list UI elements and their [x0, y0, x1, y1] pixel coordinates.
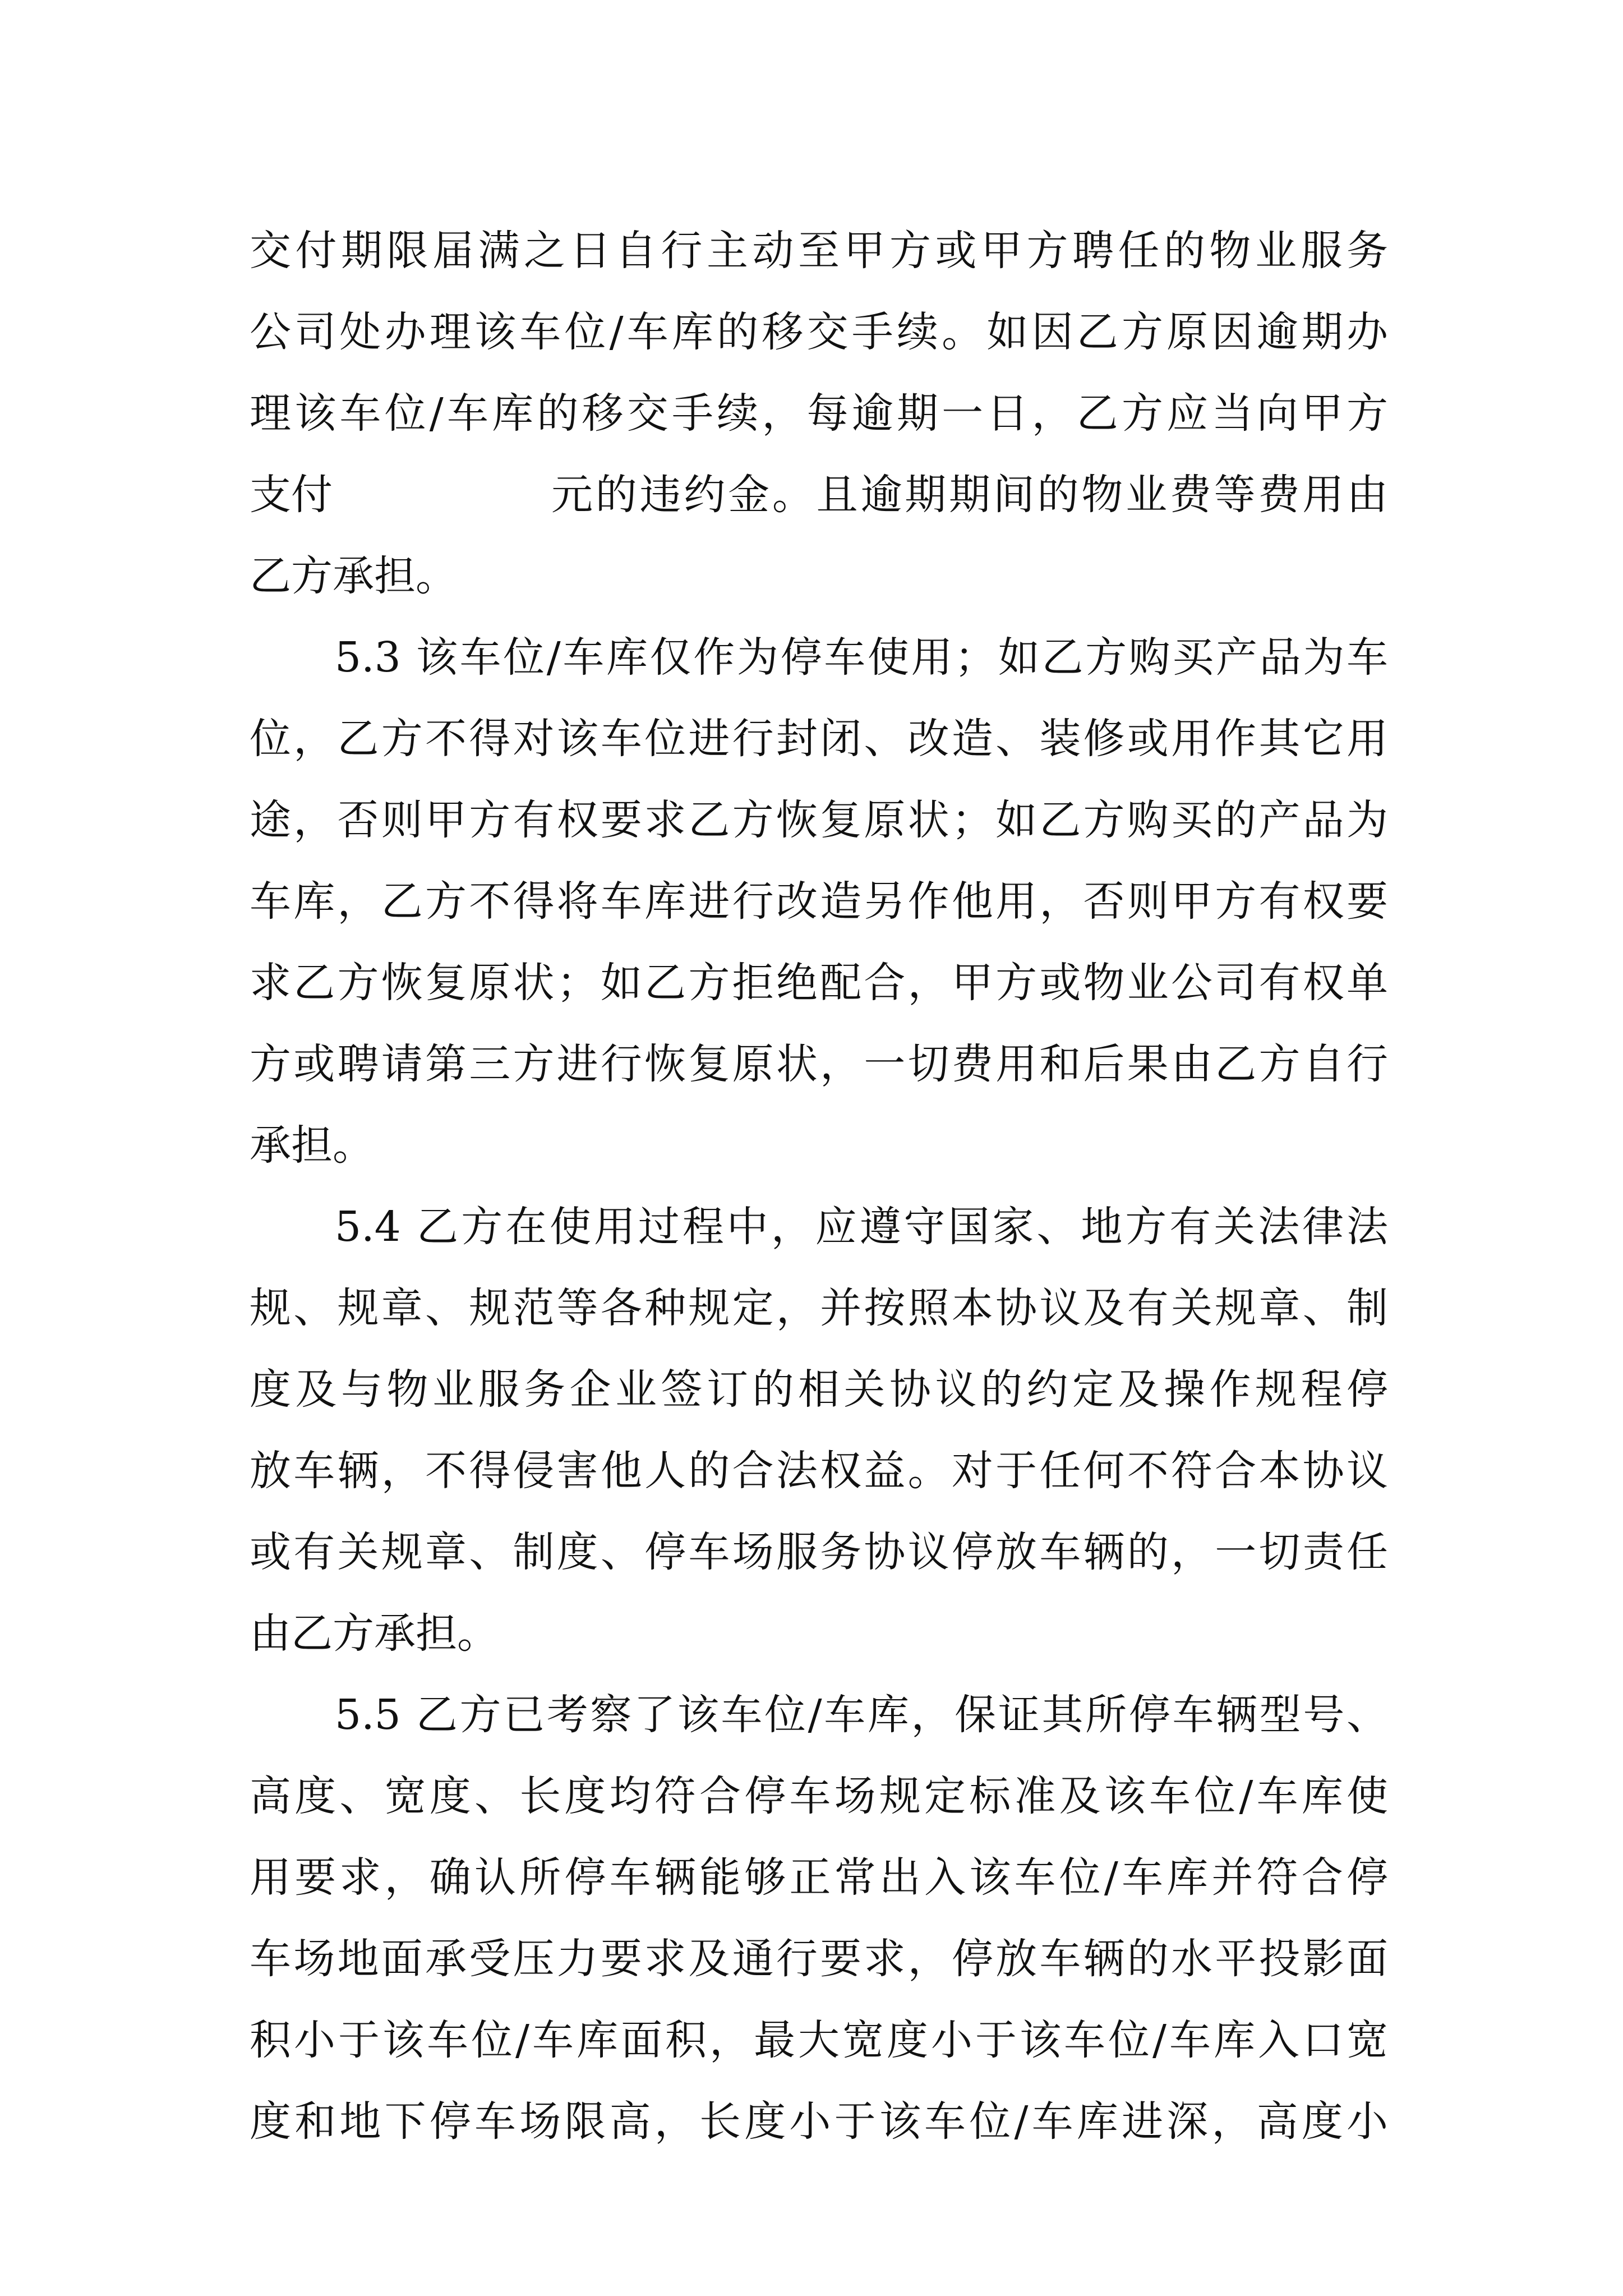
text-line: 度及与物业服务企业签订的相关协议的约定及操作规程停: [250, 1365, 1388, 1414]
text-fragment: 元的违约金。且逾期期间的物业费等费用由: [551, 471, 1388, 519]
text-line: 公司处办理该车位/车库的移交手续。如因乙方原因逾期办: [250, 308, 1388, 356]
text-line: 车库，乙方不得将车库进行改造另作他用，否则甲方有权要: [250, 877, 1388, 926]
text-line: 理该车位/车库的移交手续，每逾期一日，乙方应当向甲方: [250, 389, 1388, 438]
clause-5-3: [250, 617, 1388, 1186]
text-line: 车场地面承受压力要求及通行要求，停放车辆的水平投影面: [250, 1935, 1388, 1983]
text-line: 交付期限届满之日自行主动至甲方或甲方聘任的物业服务: [250, 227, 1388, 275]
text-line: 或有关规章、制度、停车场服务协议停放车辆的，一切责任: [250, 1528, 1388, 1576]
document-body: [250, 210, 1388, 2162]
text-line: 高度、宽度、长度均符合停车场规定标准及该车位/车库使: [250, 1772, 1388, 1820]
text-line: 度和地下停车场限高，长度小于该车位/车库进深，高度小: [250, 2097, 1388, 2146]
text-line-last: 由乙方承担。: [250, 1609, 499, 1658]
text-line-with-blank: [250, 454, 1388, 536]
text-line: 途，否则甲方有权要求乙方恢复原状；如乙方购买的产品为: [250, 796, 1388, 844]
text-fragment: 支付: [250, 471, 333, 519]
text-line: 方或聘请第三方进行恢复原状，一切费用和后果由乙方自行: [250, 1040, 1388, 1088]
text-line: 规、规章、规范等各种规定，并按照本协议及有关规章、制: [250, 1284, 1388, 1332]
text-line-last: 乙方承担。: [250, 552, 457, 600]
text-line: 积小于该车位/车库面积，最大宽度小于该车位/车库入口宽: [250, 2016, 1388, 2064]
clause-5-4: [250, 1186, 1388, 1674]
text-line: 用要求，确认所停车辆能够正常出入该车位/车库并符合停: [250, 1853, 1388, 1902]
text-line: 求乙方恢复原状；如乙方拒绝配合，甲方或物业公司有权单: [250, 959, 1388, 1007]
clause-5-5: [250, 1674, 1388, 2162]
text-line-first: 5.5 乙方已考察了该车位/车库，保证其所停车辆型号、: [335, 1691, 1388, 1739]
paragraph-continued: [250, 210, 1388, 617]
text-line: 位，乙方不得对该车位进行封闭、改造、装修或用作其它用: [250, 715, 1388, 763]
text-line-first: 5.4 乙方在使用过程中，应遵守国家、地方有关法律法: [335, 1203, 1388, 1251]
text-line-last: 承担。: [250, 1121, 374, 1170]
fill-in-blank: [333, 454, 551, 460]
text-line-first: 5.3 该车位/车库仅作为停车使用；如乙方购买产品为车: [335, 633, 1388, 682]
text-line: 放车辆，不得侵害他人的合法权益。对于任何不符合本协议: [250, 1447, 1388, 1495]
